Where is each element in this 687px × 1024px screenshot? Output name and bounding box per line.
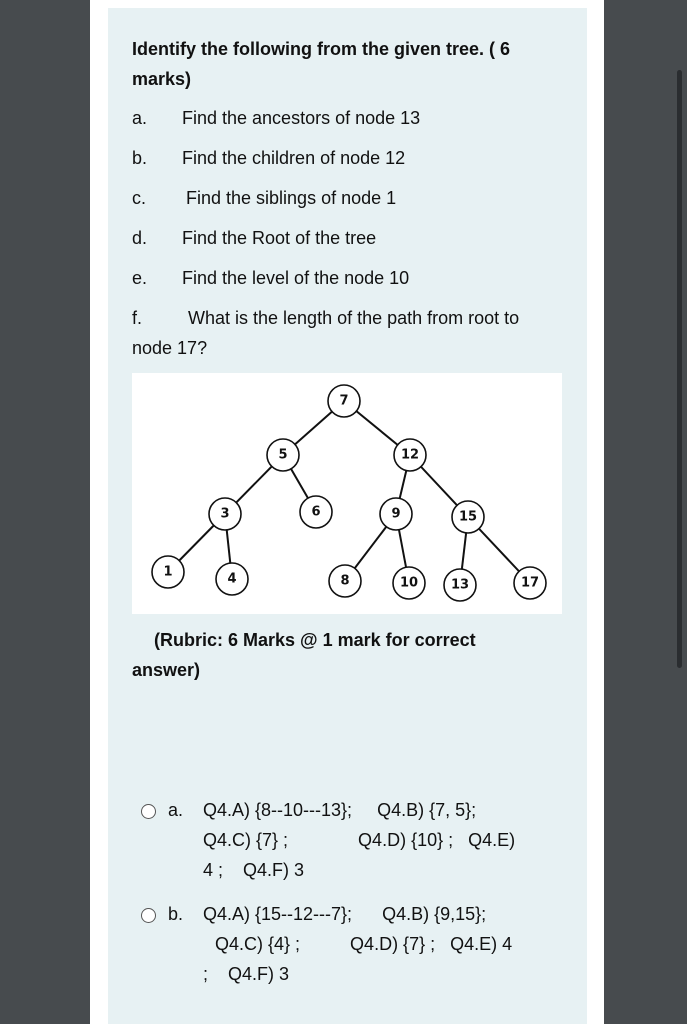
item-text: Find the ancestors of node 13 [182, 108, 421, 128]
option-line-3: ; Q4.F) 3 [203, 964, 290, 984]
item-label: f. [132, 308, 143, 328]
item-label: b. [132, 148, 148, 168]
tree-node-5 [267, 439, 299, 471]
item-text: Find the level of the node 10 [182, 268, 410, 288]
item-text: What is the length of the path from root to [188, 308, 520, 328]
tree-node-6 [300, 496, 332, 528]
tree-node-label: 7 [339, 393, 349, 409]
question-title: Identify the following from the given tree. ( 6 marks) [132, 39, 511, 89]
item-label: c. [132, 188, 147, 208]
tree-node-label: 12 [400, 447, 420, 463]
item-text: Find the siblings of node 1 [186, 188, 397, 208]
option-line-2: Q4.C) {4} ; Q4.D) {7} ; Q4.E) 4 [215, 934, 513, 954]
item-text: Find the Root of the tree [182, 228, 377, 248]
question-item-f-continuation: node 17? [132, 338, 208, 358]
tree-nodes [152, 385, 546, 601]
option-letter: a. [168, 800, 184, 820]
scrollbar[interactable] [677, 70, 682, 668]
tree-node-1 [152, 556, 184, 588]
tree-node-label: 6 [311, 504, 321, 520]
item-text: Find the children of node 12 [182, 148, 406, 168]
tree-node-label: 5 [278, 447, 288, 463]
tree-node-4 [216, 563, 248, 595]
tree-diagram [132, 373, 562, 614]
item-label: a. [132, 108, 148, 128]
tree-node-7 [328, 385, 360, 417]
rubric-line-2: answer) [132, 660, 201, 680]
option-line-3: 4 ; Q4.F) 3 [203, 860, 305, 880]
tree-node-17 [514, 567, 546, 599]
item-label: e. [132, 268, 148, 288]
rubric-line-1: (Rubric: 6 Marks @ 1 mark for correct [154, 630, 476, 650]
tree-node-label: 13 [450, 577, 470, 593]
tree-node-label: 15 [458, 509, 478, 525]
option-letter: b. [168, 904, 184, 924]
tree-node-label: 3 [220, 506, 230, 522]
item-label: d. [132, 228, 148, 248]
option-line-2: Q4.C) {7} ; Q4.D) {10} ; Q4.E) [203, 830, 516, 850]
tree-node-3 [209, 498, 241, 530]
tree-node-label: 10 [399, 575, 419, 591]
tree-node-10 [393, 567, 425, 599]
tree-node-12 [394, 439, 426, 471]
tree-node-8 [329, 565, 361, 597]
tree-node-label: 8 [340, 573, 350, 589]
tree-node-15 [452, 501, 484, 533]
tree-node-13 [444, 569, 476, 601]
rubric-note [132, 625, 572, 685]
tree-node-label: 4 [227, 571, 237, 587]
tree-node-9 [380, 498, 412, 530]
tree-node-label: 9 [391, 506, 401, 522]
option-line-1: Q4.A) {15--12---7}; Q4.B) {9,15}; [203, 904, 487, 924]
option-line-1: Q4.A) {8--10---13}; Q4.B) {7, 5}; [203, 800, 477, 820]
tree-svg [132, 373, 562, 614]
tree-edges [168, 401, 530, 585]
tree-node-label: 1 [163, 564, 173, 580]
tree-node-label: 17 [520, 575, 540, 591]
radio-button[interactable] [141, 804, 156, 819]
radio-button[interactable] [141, 908, 156, 923]
